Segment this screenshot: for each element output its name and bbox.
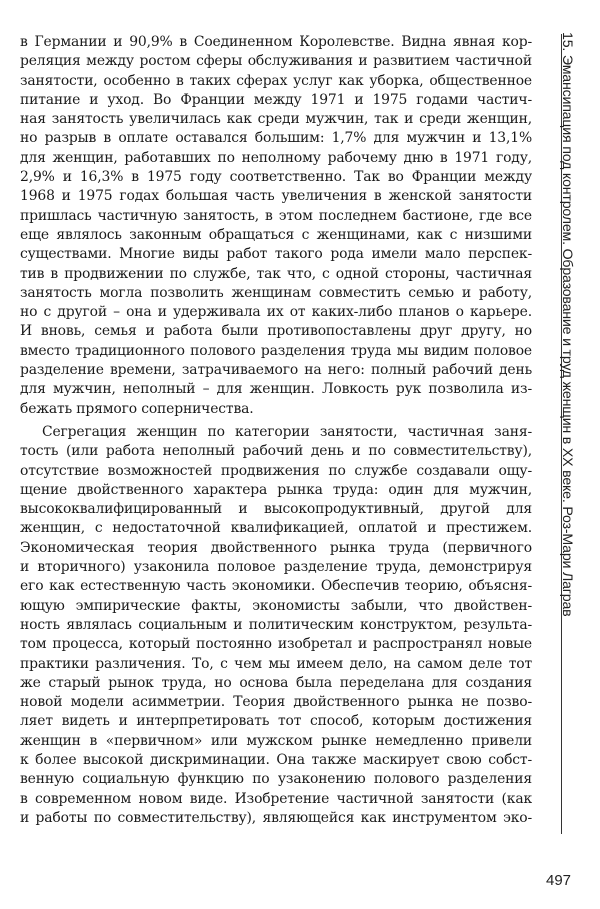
text-line: еще являлось законным обращаться с женщинами, как с низшими [20,226,532,243]
text-line: ная занятость увеличилась как среди мужчин, так и среди женщин, [20,111,532,128]
text-line: 1968 и 1975 годах большая часть увеличения в женской занятости [20,188,532,205]
text-line: к более высокой дискриминации. Она также маскирует свою собст- [20,751,532,768]
text-line: женщин, с недостаточной квалификацией, оплатой и престижем. [20,520,532,537]
text-line: 2,9% и 16,3% в 1975 году соответственно. Так во Франции между [20,169,532,186]
text-line: Сегрегация женщин по категории занятости, частичная заня- [42,423,532,440]
running-head: 15. Эмансипация под контролем. Образование и труд женщин в XX веке. Роз-Мари Лаграв [559,32,575,617]
text-line: ляет видеть и интерпретировать тот способ, которым достижения [20,713,532,730]
text-line: его как естественную часть экономики. Обеспечив теорию, объясня- [20,578,532,595]
text-line: но разрыв в оплате оставался большим: 1,7% для мужчин и 13,1% [20,130,532,147]
text-line: пришлась частичную занятость, в этом последнем бастионе, где все [20,207,532,224]
paragraph-2 [20,423,532,828]
text-line: И вновь, семья и работа были противопоставлены друг другу, но [20,323,532,340]
text-line: женщин в «первичном» или мужском рынке немедленно привели [20,732,532,749]
text-line: реляция между ростом сферы обслуживания и развитием частичной [20,53,532,70]
text-line: но с другой – она и удерживала их от каких-либо планов о карьере. [20,304,532,321]
text-line: и работы по совместительству), являющейся как инструментом эко- [20,809,532,826]
text-line: же старый рынок труда, но основа была переделана для создания [20,674,532,691]
text-line: ность являлась социальным и политическим конструктом, результа- [20,616,532,633]
text-line: Экономическая теория двойственного рынка труда (первичного [20,539,532,556]
paragraph-1 [20,33,532,419]
text-line: отсутствие возможностей продвижения по службе создавали ощу- [20,462,532,479]
text-line: в современном новом виде. Изобретение частичной занятости (как [20,790,532,807]
body-text [20,33,532,828]
text-line: и вторичного) узаконила половое разделение труда, демонстрируя [20,559,532,576]
text-line: том процесса, который постоянно изобретал и распространял новые [20,636,532,653]
text-line: бежать прямого соперничества. [20,400,254,417]
text-line: в Германии и 90,9% в Соединенном Королевстве. Видна явная кор- [20,34,532,50]
text-line: занятость могла позволить женщинам совместить семью и работу, [20,284,532,301]
text-line: тость (или работа неполный рабочий день и по совместительству), [20,443,532,460]
text-line: существами. Многие виды работ такого рода имели мало перспек- [20,246,532,263]
text-line: щение двойственного характера рынка труда: один для мужчин, [20,481,532,498]
text-line: вместо традиционного полового разделения труда мы видим половое [20,342,532,359]
text-line: для мужчин, неполный – для женщин. Ловкость рук позволила из- [20,381,532,398]
page-number: 497 [546,872,572,889]
text-line: для женщин, работавших по неполному рабочему дню в 1971 году, [20,149,532,166]
text-line: тив в продвижении по службе, так что, с одной стороны, частичная [20,265,532,282]
text-line: ющую эмпирические факты, экономисты забыли, что двойствен- [20,597,532,614]
text-line: практики различения. То, с чем мы имеем дело, на самом деле тот [20,655,532,672]
text-line: высококвалифицированный и высокопродуктивный, другой для [20,501,532,518]
text-line: новой модели асимметрии. Теория двойственного рынка не позво- [20,694,532,711]
text-line: венную социальную функцию по узаконению полового разделения [20,771,532,788]
text-line: занятости, особенно в таких сферах услуг как уборка, общественное питание и уход. Во Франции между 1971 и 1975 годами частич- [20,72,532,108]
text-line: разделение времени, затрачиваемого на него: полный рабочий день [20,362,532,379]
